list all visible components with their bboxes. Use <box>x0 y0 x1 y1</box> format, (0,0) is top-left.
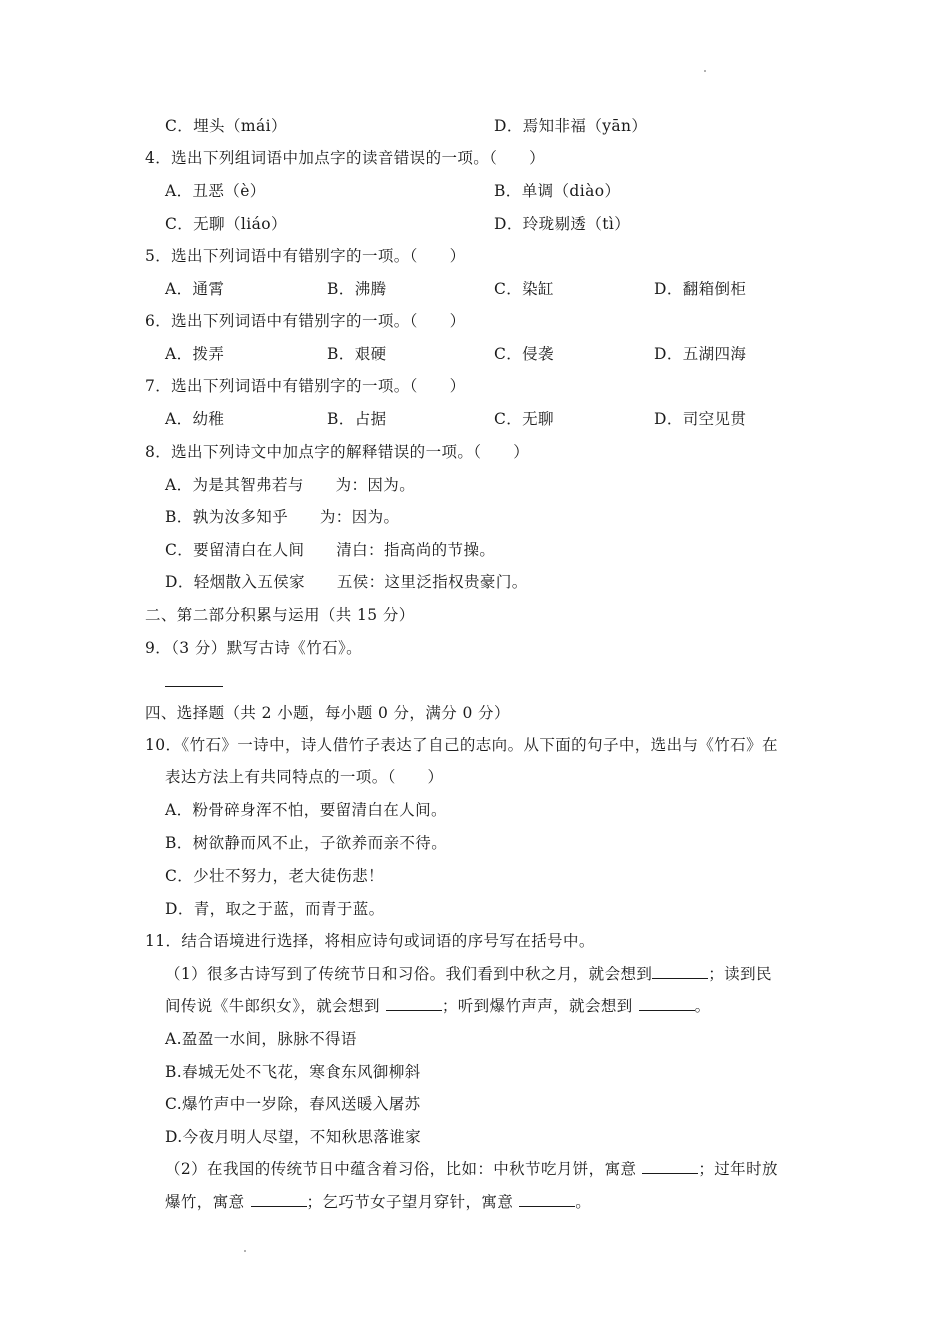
answer-blank[interactable] <box>652 964 708 979</box>
q9-stem: 9．（3 分）默写古诗《竹石》。 <box>145 639 363 657</box>
q8-option-c: C．要留清白在人间 清白：指高尚的节操。 <box>165 541 496 559</box>
q7-stem: 7．选出下列词语中有错别字的一项。（ ） <box>145 377 466 395</box>
q11-part2-line1 <box>165 1159 778 1179</box>
q4-option-d: D．玲珑剔透（tì） <box>494 215 631 233</box>
answer-blank[interactable] <box>639 996 695 1011</box>
q6-stem: 6．选出下列词语中有错别字的一项。（ ） <box>145 312 466 330</box>
scan-dot <box>244 1250 246 1252</box>
section-4-heading: 四、选择题（共 2 小题，每小题 0 分，满分 0 分） <box>145 704 510 722</box>
q7-option-b: B．占据 <box>327 410 387 428</box>
q11-part1-line1 <box>165 964 772 984</box>
q4-option-a: A．丑恶（è） <box>165 182 266 200</box>
q6-option-d: D．五湖四海 <box>654 345 747 363</box>
q3-option-c: C．埋头（mái） <box>165 117 287 135</box>
scan-dot <box>704 70 706 72</box>
q10-option-d: D．青，取之于蓝，而青于蓝。 <box>165 900 385 918</box>
q4-option-c: C．无聊（liáo） <box>165 215 287 233</box>
q4-option-b: B．单调（diào） <box>494 182 621 200</box>
q8-option-b: B．孰为汝多知乎 为：因为。 <box>165 508 400 526</box>
answer-blank[interactable] <box>251 1192 307 1207</box>
q11-part1-text: ；读到民 <box>708 965 772 983</box>
q7-option-d: D．司空见贯 <box>654 410 747 428</box>
q11-part2-text: （2）在我国的传统节日中蕴含着习俗，比如：中秋节吃月饼，寓意 <box>165 1160 637 1178</box>
q11-option-c: C.爆竹声中一岁除，春风送暖入屠苏 <box>165 1095 421 1113</box>
q6-option-a: A．拨弄 <box>165 345 225 363</box>
q11-part1-text: （1）很多古诗写到了传统节日和习俗。我们看到中秋之月，就会想到 <box>165 965 653 983</box>
answer-blank[interactable] <box>642 1159 698 1174</box>
q11-part1-text: 。 <box>694 997 711 1015</box>
answer-blank[interactable] <box>386 996 442 1011</box>
q10-option-a: A．粉骨碎身浑不怕，要留清白在人间。 <box>165 801 447 819</box>
q9-answer-blank[interactable] <box>165 686 223 687</box>
q11-option-a: A.盈盈一水间，脉脉不得语 <box>165 1030 357 1048</box>
q5-option-b: B．沸腾 <box>327 280 387 298</box>
q6-option-c: C．侵袭 <box>494 345 554 363</box>
q5-option-a: A．通霄 <box>165 280 225 298</box>
q11-part2-line2 <box>165 1192 591 1212</box>
q10-option-b: B．树欲静而风不止，子欲养而亲不待。 <box>165 834 448 852</box>
q11-part1-line2 <box>165 996 711 1016</box>
q6-option-b: B．艰硬 <box>327 345 387 363</box>
q11-option-d: D.今夜月明人尽望，不知秋思落谁家 <box>165 1128 422 1146</box>
q11-part2-text: 。 <box>575 1193 592 1211</box>
q3-option-d: D．焉知非福（yān） <box>494 117 648 135</box>
q11-part2-text: 爆竹，寓意 <box>165 1193 245 1211</box>
answer-blank[interactable] <box>519 1192 575 1207</box>
q7-option-c: C．无聊 <box>494 410 554 428</box>
q11-option-b: B.春城无处不飞花，寒食东风御柳斜 <box>165 1063 421 1081</box>
q5-option-c: C．染缸 <box>494 280 554 298</box>
q4-stem: 4．选出下列组词语中加点字的读音错误的一项。（ ） <box>145 149 546 167</box>
section-2-heading: 二、第二部分积累与运用（共 15 分） <box>145 606 415 624</box>
q11-part1-text: ；听到爆竹声声，就会想到 <box>441 997 633 1015</box>
q8-stem: 8．选出下列诗文中加点字的解释错误的一项。（ ） <box>145 443 530 461</box>
q11-part2-text: ；过年时放 <box>698 1160 778 1178</box>
q8-option-d: D．轻烟散入五侯家 五侯：这里泛指权贵豪门。 <box>165 573 528 591</box>
q5-option-d: D．翻箱倒柜 <box>654 280 747 298</box>
q10-stem-line2: 表达方法上有共同特点的一项。（ ） <box>165 768 444 786</box>
q5-stem: 5．选出下列词语中有错别字的一项。（ ） <box>145 247 466 265</box>
q11-part2-text: ；乞巧节女子望月穿针，寓意 <box>306 1193 514 1211</box>
q7-option-a: A．幼稚 <box>165 410 225 428</box>
q10-stem-line1: 10．《竹石》一诗中，诗人借竹子表达了自己的志向。从下面的句子中，选出与《竹石》在 <box>145 736 778 754</box>
q11-part1-text: 间传说《牛郎织女》，就会想到 <box>165 997 380 1015</box>
q10-option-c: C．少壮不努力，老大徒伤悲！ <box>165 867 384 885</box>
q8-option-a: A．为是其智弗若与 为：因为。 <box>165 476 416 494</box>
q11-stem: 11．结合语境进行选择，将相应诗句或词语的序号写在括号中。 <box>145 932 595 950</box>
